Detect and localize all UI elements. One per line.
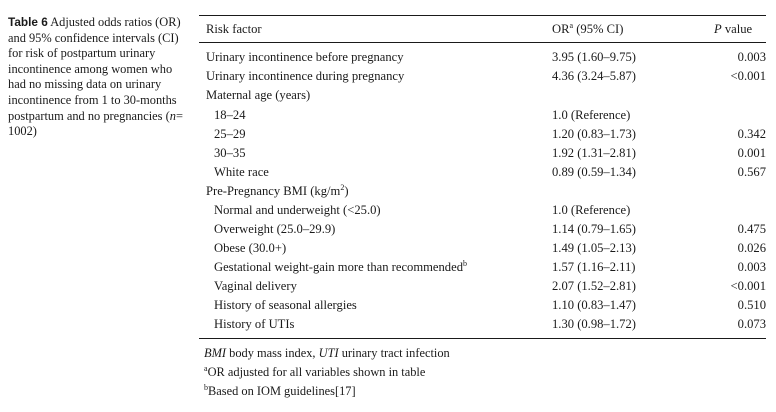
risk-factor-cell: History of seasonal allergies <box>214 298 357 312</box>
bmi-heading-end: ) <box>344 184 349 198</box>
footnote-a-text: OR adjusted for all variables shown in table <box>207 365 426 379</box>
risk-factor-cell: Overweight (25.0–29.9) <box>214 222 336 236</box>
table-row <box>199 127 766 146</box>
table-row <box>199 69 766 88</box>
table-row <box>199 203 766 222</box>
caption-text: Adjusted odds ratios (OR) and 95% confidence intervals (CI) for risk of postpartum urinary incontinence among women who had no missing data on urinary incontinence from 1 to 30-months postpartum and no pregnancies ( <box>8 15 181 123</box>
gwg-footnote-mark: b <box>463 259 467 268</box>
bmi-heading-superscript: 2 <box>340 183 345 192</box>
risk-factor-cell: Urinary incontinence before pregnancy <box>206 50 404 64</box>
or-ci-cell: 4.36 (3.24–5.87) <box>552 69 636 83</box>
bmi-heading-text: Pre-Pregnancy BMI (kg/m <box>206 184 341 198</box>
table-row <box>199 260 766 279</box>
risk-factor-cell <box>214 260 467 275</box>
or-ci-cell: 1.14 (0.79–1.65) <box>552 222 636 236</box>
p-value-cell: <0.001 <box>730 279 766 293</box>
footnote-b <box>204 384 356 399</box>
p-value-cell: 0.510 <box>737 298 766 312</box>
table-row <box>199 165 766 184</box>
or-ci-cell: 1.20 (0.83–1.73) <box>552 127 636 141</box>
table-header-rule <box>199 42 766 43</box>
table-row <box>199 298 766 317</box>
or-ci-cell: 1.30 (0.98–1.72) <box>552 317 636 331</box>
table-row <box>199 50 766 69</box>
header-or-suffix: (95% CI) <box>573 22 624 36</box>
risk-factor-cell: 18–24 <box>214 108 246 122</box>
header-or-ci <box>552 22 623 37</box>
or-ci-cell: 1.92 (1.31–2.81) <box>552 146 636 160</box>
p-value-cell: 0.475 <box>737 222 766 236</box>
header-p-variable: P <box>714 22 722 36</box>
or-ci-cell: 1.49 (1.05–2.13) <box>552 241 636 255</box>
table-row <box>199 317 766 336</box>
header-or-prefix: OR <box>552 22 570 36</box>
footnote-bmi-text: body mass index, <box>226 346 319 360</box>
p-value-cell: 0.001 <box>737 146 766 160</box>
header-p-value <box>714 22 752 37</box>
footnote-bmi-abbr: BMI <box>204 346 227 360</box>
table-top-rule <box>199 15 766 16</box>
footnote-abbreviations <box>204 346 450 361</box>
p-value-cell: 0.073 <box>737 317 766 331</box>
footnote-b-text: Based on IOM guidelines[17] <box>208 384 356 398</box>
table-row <box>199 279 766 298</box>
table-caption <box>8 15 186 140</box>
p-value-cell: 0.003 <box>737 260 766 274</box>
table-row <box>199 241 766 260</box>
risk-factor-cell: Normal and underweight (<25.0) <box>214 203 381 217</box>
p-value-cell: <0.001 <box>730 69 766 83</box>
or-ci-cell: 1.0 (Reference) <box>552 203 631 217</box>
table-label: Table 6 <box>8 15 48 29</box>
header-or-footnote-mark: a <box>569 21 574 30</box>
or-ci-cell: 2.07 (1.52–2.81) <box>552 279 636 293</box>
risk-factor-cell <box>206 184 349 199</box>
risk-factor-cell: Urinary incontinence during pregnancy <box>206 69 405 83</box>
footnote-uti-abbr: UTI <box>318 346 339 360</box>
footnote-a-mark: a <box>204 364 208 373</box>
table-row <box>199 108 766 127</box>
caption-n-value: = 1002) <box>8 108 183 139</box>
p-value-cell: 0.567 <box>737 165 766 179</box>
table-bottom-rule <box>199 338 766 339</box>
p-value-cell: 0.003 <box>737 50 766 64</box>
risk-factor-cell: White race <box>214 165 269 179</box>
or-ci-cell: 0.89 (0.59–1.34) <box>552 165 636 179</box>
risk-factor-cell: 25–29 <box>214 127 246 141</box>
caption-n-variable: n <box>169 108 176 123</box>
footnote-a <box>204 365 425 380</box>
or-ci-cell: 1.57 (1.16–2.11) <box>552 260 636 274</box>
risk-factor-cell: Maternal age (years) <box>206 88 311 102</box>
table-row <box>199 146 766 165</box>
risk-factor-cell: History of UTIs <box>214 317 295 331</box>
p-value-cell: 0.026 <box>737 241 766 255</box>
or-ci-cell: 1.10 (0.83–1.47) <box>552 298 636 312</box>
footnote-b-mark: b <box>204 383 208 392</box>
table-row <box>199 222 766 241</box>
or-ci-cell: 1.0 (Reference) <box>552 108 631 122</box>
risk-factor-cell: Obese (30.0+) <box>214 241 287 255</box>
footnote-uti-text: urinary tract infection <box>338 346 450 360</box>
or-ci-cell: 3.95 (1.60–9.75) <box>552 50 636 64</box>
risk-factor-cell: Vaginal delivery <box>214 279 297 293</box>
gwg-label-text: Gestational weight-gain more than recommended <box>214 260 463 274</box>
p-value-cell: 0.342 <box>737 127 766 141</box>
risk-factor-cell: 30–35 <box>214 146 246 160</box>
table-row <box>199 184 766 203</box>
header-risk-factor: Risk factor <box>206 22 262 36</box>
table-row <box>199 88 766 107</box>
header-p-suffix: value <box>721 22 753 36</box>
